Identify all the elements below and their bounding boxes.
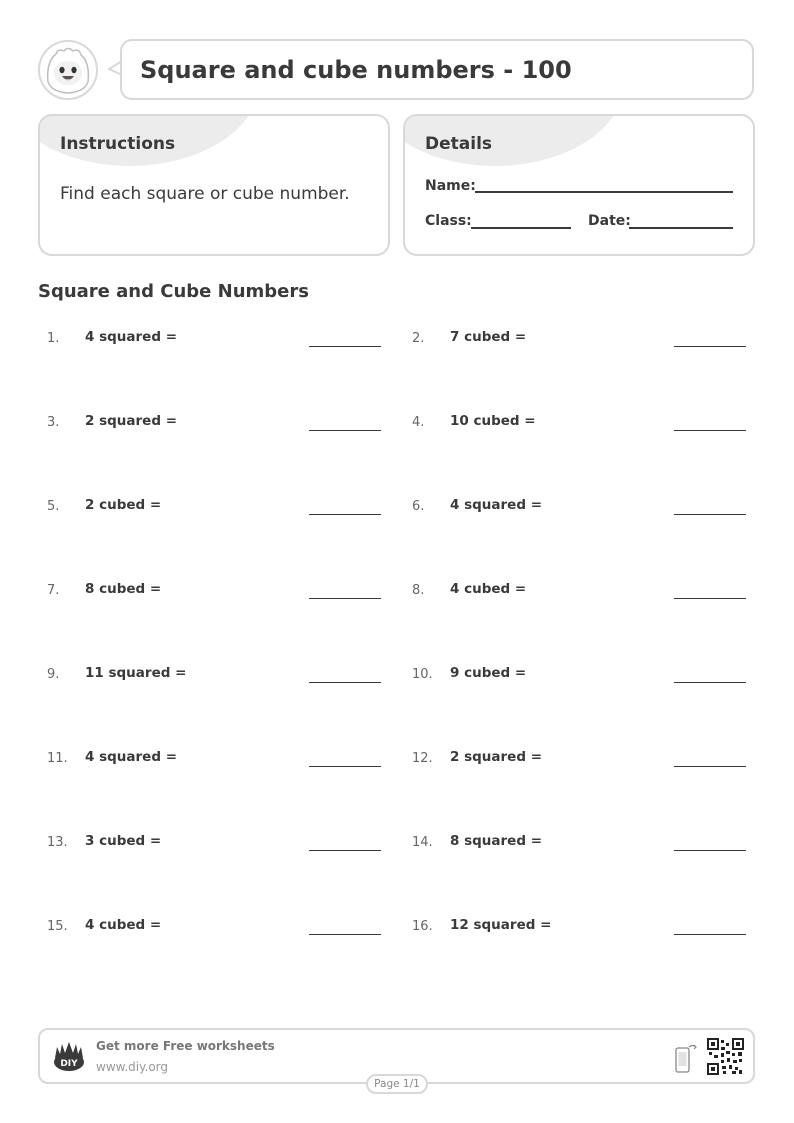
name-label: Name:: [425, 178, 476, 194]
question-number: 9.: [47, 667, 60, 682]
title-box: [120, 39, 754, 100]
question-number: 16.: [412, 919, 433, 934]
answer-line[interactable]: [309, 934, 381, 935]
answer-line[interactable]: [309, 682, 381, 683]
question-number: 8.: [412, 583, 425, 598]
details-panel: [403, 114, 755, 256]
question-text: 11 squared =: [85, 665, 187, 681]
answer-line[interactable]: [309, 766, 381, 767]
date-label: Date:: [588, 213, 631, 229]
answer-line[interactable]: [674, 598, 746, 599]
answer-line[interactable]: [674, 934, 746, 935]
instructions-heading: Instructions: [60, 134, 176, 154]
question-text: 4 cubed =: [85, 917, 162, 933]
answer-line[interactable]: [674, 850, 746, 851]
question-text: 4 squared =: [85, 329, 178, 345]
question-number: 4.: [412, 415, 425, 430]
question-text: 3 cubed =: [85, 833, 162, 849]
diy-logo-icon[interactable]: [52, 1040, 86, 1072]
class-label: Class:: [425, 213, 472, 229]
question-text: 8 cubed =: [85, 581, 162, 597]
instructions-panel: [38, 114, 390, 256]
phone-icon: [674, 1042, 698, 1074]
question-text: 2 squared =: [450, 749, 543, 765]
answer-line[interactable]: [674, 430, 746, 431]
question-number: 1.: [47, 331, 60, 346]
question-number: 3.: [47, 415, 60, 430]
name-field[interactable]: [475, 191, 733, 193]
answer-line[interactable]: [674, 682, 746, 683]
question-text: 12 squared =: [450, 917, 552, 933]
question-text: 9 cubed =: [450, 665, 527, 681]
question-number: 7.: [47, 583, 60, 598]
date-field[interactable]: [629, 227, 733, 229]
footer-promo-text[interactable]: Get more Free worksheets: [96, 1039, 275, 1053]
question-text: 10 cubed =: [450, 413, 536, 429]
question-number: 5.: [47, 499, 60, 514]
answer-line[interactable]: [309, 430, 381, 431]
question-number: 6.: [412, 499, 425, 514]
question-text: 7 cubed =: [450, 329, 527, 345]
question-number: 10.: [412, 667, 433, 682]
question-number: 14.: [412, 835, 433, 850]
answer-line[interactable]: [309, 514, 381, 515]
instructions-text: Find each square or cube number.: [60, 184, 350, 204]
page-number: Page 1/1: [366, 1074, 428, 1094]
section-title: Square and Cube Numbers: [38, 281, 309, 302]
answer-line[interactable]: [674, 346, 746, 347]
question-number: 2.: [412, 331, 425, 346]
details-heading: Details: [425, 134, 493, 154]
answer-line[interactable]: [309, 598, 381, 599]
question-text: 4 cubed =: [450, 581, 527, 597]
page-title: Square and cube numbers - 100: [140, 56, 572, 84]
qr-code-icon[interactable]: [707, 1038, 744, 1075]
answer-line[interactable]: [309, 346, 381, 347]
mascot-icon: [38, 40, 98, 100]
question-text: 4 squared =: [450, 497, 543, 513]
answer-line[interactable]: [674, 514, 746, 515]
question-text: 4 squared =: [85, 749, 178, 765]
question-number: 15.: [47, 919, 68, 934]
question-number: 11.: [47, 751, 68, 766]
question-number: 12.: [412, 751, 433, 766]
answer-line[interactable]: [309, 850, 381, 851]
question-text: 2 squared =: [85, 413, 178, 429]
question-text: 2 cubed =: [85, 497, 162, 513]
logo-text: DIY: [60, 1059, 78, 1069]
answer-line[interactable]: [674, 766, 746, 767]
question-text: 8 squared =: [450, 833, 543, 849]
footer-url-link[interactable]: www.diy.org: [96, 1060, 168, 1074]
question-number: 13.: [47, 835, 68, 850]
class-field[interactable]: [471, 227, 571, 229]
